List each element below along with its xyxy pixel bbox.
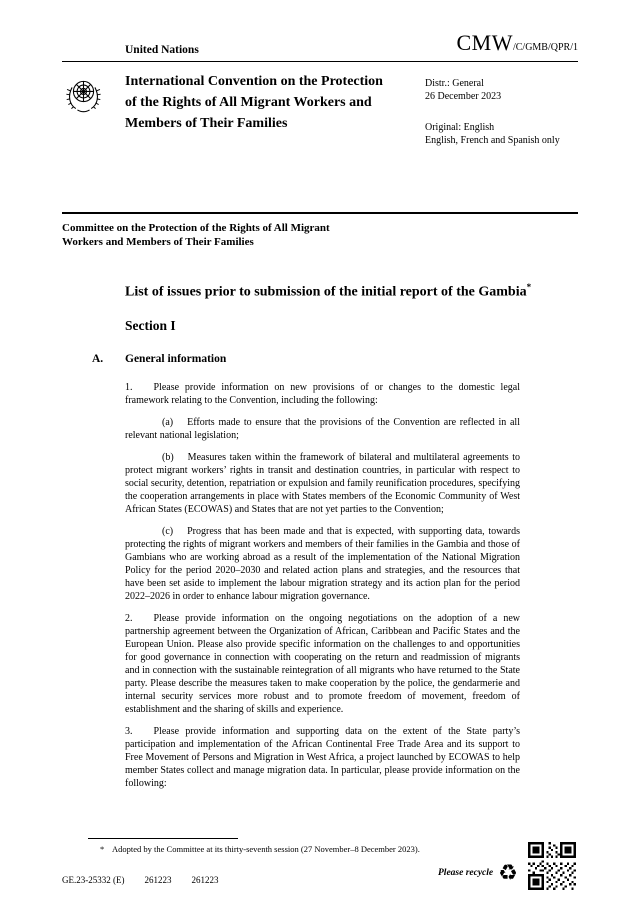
footer-code-1: 261223 — [144, 875, 172, 885]
date-line: 26 December 2023 — [425, 91, 502, 102]
subsection-title: General information — [125, 352, 227, 365]
paragraph — [125, 451, 520, 516]
paragraph — [125, 725, 520, 790]
paragraph-text: Please provide information on the ongoing negotiations on the adoption of a new partnership agreement between the Organization of African, Caribbean and Pacific States and the European Union. Please also provide specific information on the challenges to and opportunities for good governance in connection with cooperating on the return and readmission of migrants and in connection with the sustainable reintegration of all migrants who have returned to the State party. Please describe the measures taken to make cooperation by the police, the gendarmerie and internal security services more robust and to promote freedom of movement, freedom of establishment and the sharing of skills and experience. — [125, 612, 520, 715]
doc-symbol-sub: /C/GMB/QPR/1 — [512, 42, 578, 53]
paragraph-marker: (c) — [162, 525, 174, 537]
distribution-block — [425, 71, 560, 212]
languages-line: English, French and Spanish only — [425, 135, 560, 146]
recycle-icon: ♻ — [498, 860, 518, 885]
distr-line: Distr.: General — [425, 78, 484, 89]
footer-doc-code: GE.23-25332 (E) — [62, 875, 125, 885]
paragraph-marker: 2. — [125, 612, 133, 624]
paragraph-marker: (a) — [162, 416, 174, 428]
qr-code — [528, 842, 576, 890]
convention-title: International Convention on the Protection of the Rights of All Migrant Workers and Members of Their Families — [125, 74, 383, 131]
paragraph — [125, 525, 520, 603]
paragraph-text: Efforts made to ensure that the provisions of the Convention are reflected in all relevant national legislation; — [125, 416, 520, 441]
paragraph — [125, 612, 520, 716]
document-title-text: List of issues prior to submission of the initial report of the Gambia — [125, 284, 527, 300]
document-title — [125, 277, 545, 303]
masthead-rule — [62, 212, 578, 214]
paragraph — [125, 416, 520, 442]
paragraph-text: Please provide information and supporting data on the extent of the State party’s participation and implementation of the African Continental Free Trade Area and its support to Free Movement of Persons and Migration in West Africa, a project launched by ECOWAS to help member States collect and manage migration data. In particular, please provide information on the following: — [125, 725, 520, 789]
doc-symbol-main: CMW — [456, 30, 513, 55]
doc-symbol — [456, 30, 578, 56]
subsection-heading — [92, 353, 578, 365]
original-language-line: Original: English — [425, 122, 495, 133]
recycle-notice — [438, 862, 518, 884]
header-rule — [62, 61, 578, 62]
document-body — [62, 222, 578, 790]
subsection-marker: A. — [92, 352, 104, 365]
un-emblem — [62, 71, 125, 212]
paragraph-text: Please provide information on new provisions of or changes to the domestic legal framework relating to the Convention, including the following: — [125, 381, 520, 406]
paragraph — [125, 381, 520, 407]
paragraph-marker: 1. — [125, 381, 133, 393]
paragraph-list — [62, 381, 578, 790]
please-recycle-label: Please recycle — [438, 868, 494, 878]
paragraph-text: Progress that has been made and that is expected, with supporting data, towards protecting the rights of migrant workers and members of their families in the Gambia and those of Gambians who are working abroad as a result of the implementation of the National Migration Policy for the period 2020–2030 and related action plans and strategies, and the resources that have been set aside to implement the labour migration strategy and its action plan for the period 2022–2026 in order to enhance labour migration governance. — [125, 525, 520, 602]
org-name: United Nations — [125, 44, 199, 56]
paragraph-text: Measures taken within the framework of bilateral and multilateral agreements to protect migrant workers’ rights in transit and destination countries, in particular with respect to social security, detention, repatriation or expulsion and family reunification procedures, specifying the cooperation arrangements in place with States members of the Economic Community of West African States (ECOWAS) and States that are not yet parties to the Convention; — [125, 451, 520, 515]
title-footnote-marker: * — [526, 282, 532, 292]
section-heading: Section I — [125, 317, 176, 333]
footnote — [100, 844, 500, 855]
un-header — [62, 30, 578, 56]
footnote-marker: * — [100, 844, 105, 854]
footnote-separator — [88, 838, 238, 839]
footer-code-2: 261223 — [191, 875, 219, 885]
un-emblem-icon — [62, 74, 105, 117]
footnote-text: Adopted by the Committee at its thirty-seventh session (27 November–8 December 2023). — [112, 844, 420, 854]
committee-heading: Committee on the Protection of the Rights of All Migrant Workers and Members of Their Families — [62, 222, 330, 248]
paragraph-marker: (b) — [162, 451, 174, 463]
footer-reference — [62, 875, 219, 885]
masthead — [62, 71, 578, 212]
paragraph-marker: 3. — [125, 725, 133, 737]
